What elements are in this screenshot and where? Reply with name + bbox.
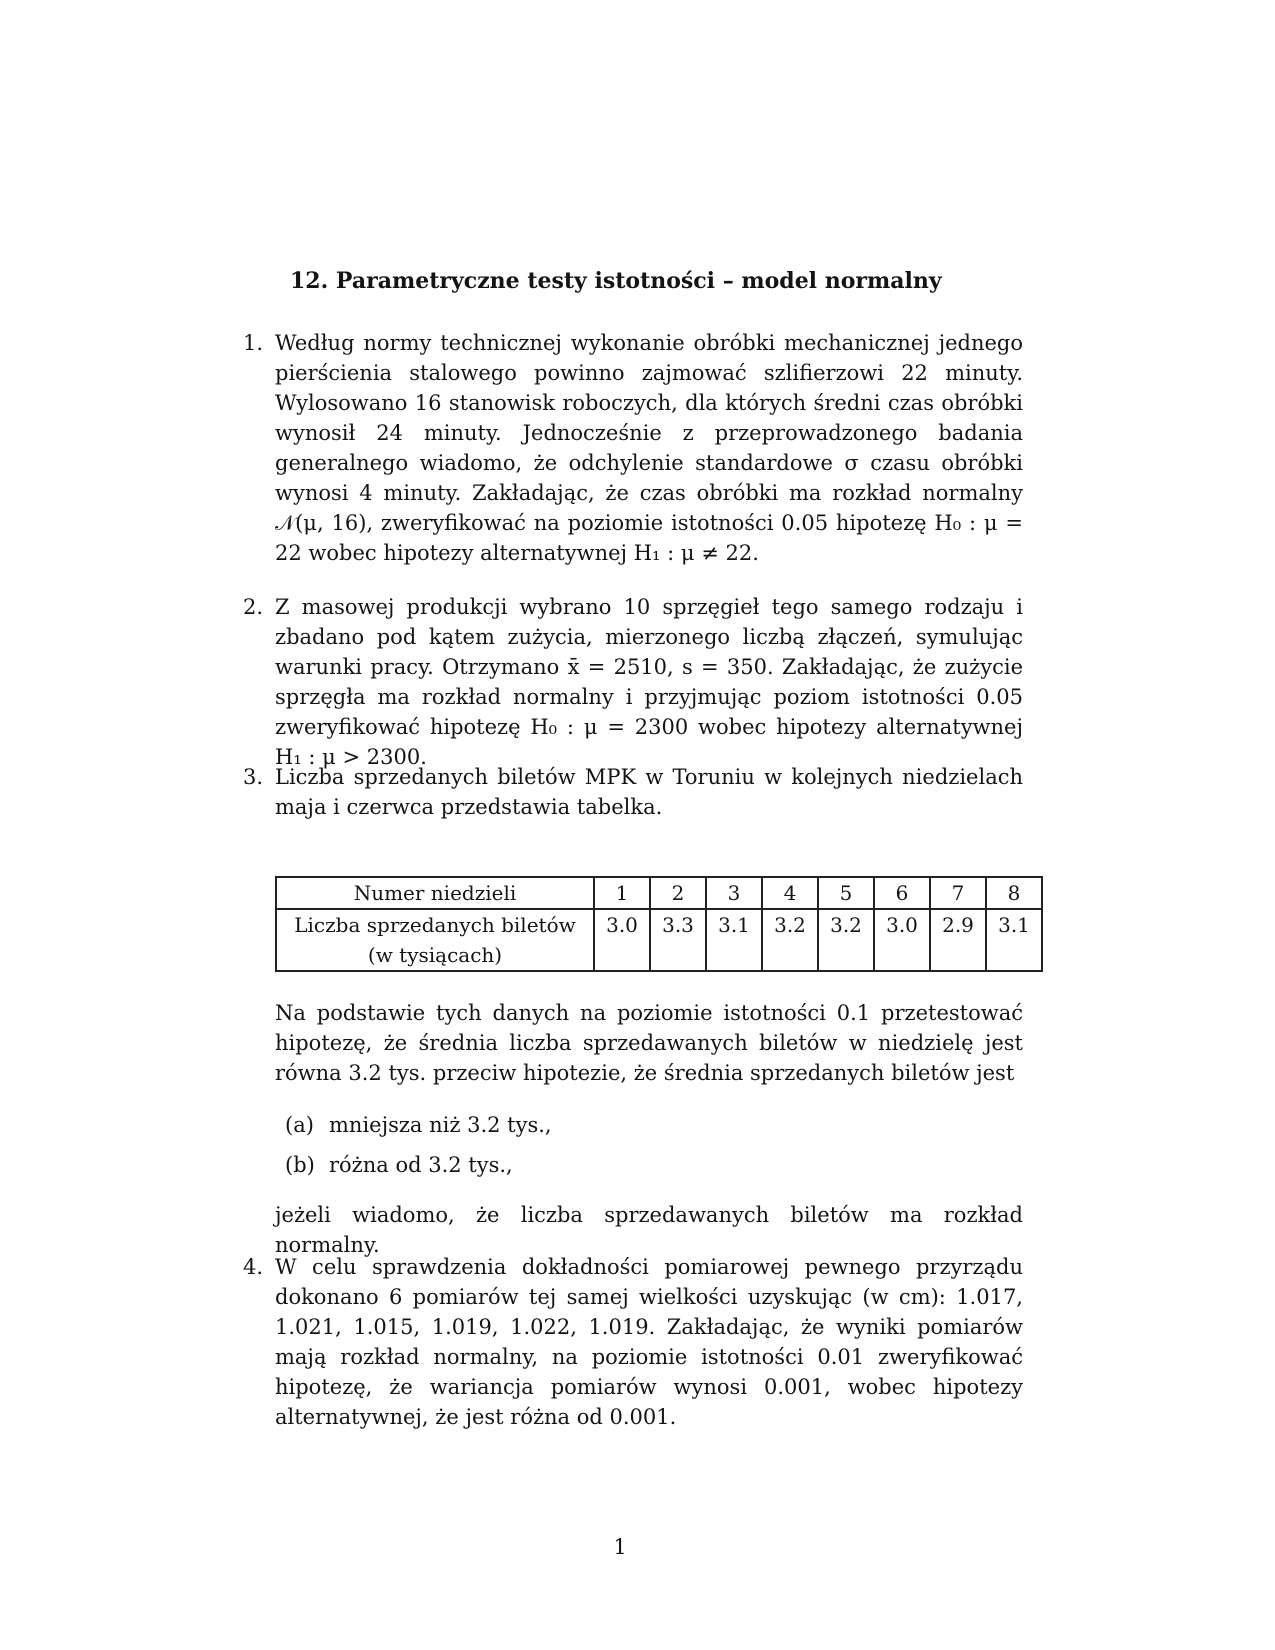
week-cell: 6 bbox=[874, 877, 930, 909]
paragraph: Na podstawie tych danych na poziomie istotności 0.1 przetestować hipotezę, że średnia liczba sprzedawanych biletów w niedzielę jest równa 3.2 tys. przeciw hipotezie, że średnia sprzedanych biletów jest bbox=[275, 1001, 1023, 1085]
tickets-table bbox=[275, 876, 1043, 972]
problem-number: 3. bbox=[243, 765, 264, 789]
week-cell: 1 bbox=[594, 877, 650, 909]
page-number: 1 bbox=[613, 1535, 627, 1559]
ticket-cell: 3.2 bbox=[818, 909, 874, 971]
paragraph: jeżeli wiadomo, że liczba sprzedawanych biletów ma rozkład normalny. bbox=[275, 1203, 1023, 1257]
option-text: różna od 3.2 tys., bbox=[329, 1153, 513, 1177]
table-row bbox=[276, 877, 1042, 909]
ticket-cell: 3.2 bbox=[762, 909, 818, 971]
table-row bbox=[276, 909, 1042, 971]
ticket-cell: 2.9 bbox=[930, 909, 986, 971]
ticket-cell: 3.0 bbox=[874, 909, 930, 971]
problem-3 bbox=[243, 762, 1023, 822]
problem-3-question bbox=[275, 998, 1023, 1088]
option-label: (a) bbox=[285, 1113, 314, 1137]
problem-4 bbox=[243, 1252, 1023, 1432]
week-cell: 2 bbox=[650, 877, 706, 909]
section-title: 12. Parametryczne testy istotności – model normalny bbox=[290, 268, 942, 294]
option-text: mniejsza niż 3.2 tys., bbox=[329, 1113, 552, 1137]
week-cell: 4 bbox=[762, 877, 818, 909]
problem-number: 2. bbox=[243, 595, 264, 619]
problem-text: Liczba sprzedanych biletów MPK w Toruniu w kolejnych niedzielach maja i czerwca przedstawia tabelka. bbox=[275, 765, 1023, 819]
option-label: (b) bbox=[285, 1153, 315, 1177]
week-cell: 3 bbox=[706, 877, 762, 909]
problem-3-closing bbox=[275, 1200, 1023, 1260]
problem-text: Według normy technicznej wykonanie obróbki mechanicznej jednego pierścienia stalowego powinno zajmować szlifierzowi 22 minuty. Wylosowano 16 stanowisk roboczych, dla których średni czas obróbki wynosił 24 minuty. Jednocześnie z przeprowadzonego badania generalnego wiadomo, że odchylenie standardowe σ czasu obróbki wynosi 4 minuty. Zakładając, że czas obróbki ma rozkład normalny 𝒩(μ, 16), zweryfikować na poziomie istotności 0.05 hipotezę H₀ : μ = 22 wobec hipotezy alternatywnej H₁ : μ ≠ 22. bbox=[275, 331, 1023, 565]
ticket-cell: 3.1 bbox=[706, 909, 762, 971]
option-b bbox=[285, 1150, 513, 1180]
table-header-week: Numer niedzieli bbox=[276, 877, 594, 909]
problem-number: 4. bbox=[243, 1255, 264, 1279]
week-cell: 7 bbox=[930, 877, 986, 909]
problem-number: 1. bbox=[243, 331, 264, 355]
problem-text: W celu sprawdzenia dokładności pomiarowej pewnego przyrządu dokonano 6 pomiarów tej samej wielkości uzyskując (w cm): 1.017, 1.021, 1.015, 1.019, 1.022, 1.019. Zakładając, że wyniki pomiarów mają rozkład normalny, na poziomie istotności 0.01 zweryfikować hipotezę, że wariancja pomiarów wynosi 0.001, wobec hipotezy alternatywnej, że jest różna od 0.001. bbox=[275, 1255, 1023, 1429]
week-cell: 8 bbox=[986, 877, 1042, 909]
ticket-cell: 3.0 bbox=[594, 909, 650, 971]
header-line: (w tysiącach) bbox=[367, 943, 503, 967]
table-header-tickets bbox=[276, 909, 594, 971]
option-a bbox=[285, 1110, 552, 1140]
week-cell: 5 bbox=[818, 877, 874, 909]
header-line: Liczba sprzedanych biletów bbox=[294, 913, 576, 937]
problem-2 bbox=[243, 592, 1023, 772]
problem-text: Z masowej produkcji wybrano 10 sprzęgieł tego samego rodzaju i zbadano pod kątem zużycia, mierzonego liczbą złączeń, symulując warunki pracy. Otrzymano x̄ = 2510, s = 350. Zakładając, że zużycie sprzęgła ma rozkład normalny i przyjmując poziom istotności 0.05 zweryfikować hipotezę H₀ : μ = 2300 wobec hipotezy alternatywnej H₁ : μ > 2300. bbox=[275, 595, 1023, 769]
ticket-cell: 3.3 bbox=[650, 909, 706, 971]
ticket-cell: 3.1 bbox=[986, 909, 1042, 971]
problem-1 bbox=[243, 328, 1023, 568]
